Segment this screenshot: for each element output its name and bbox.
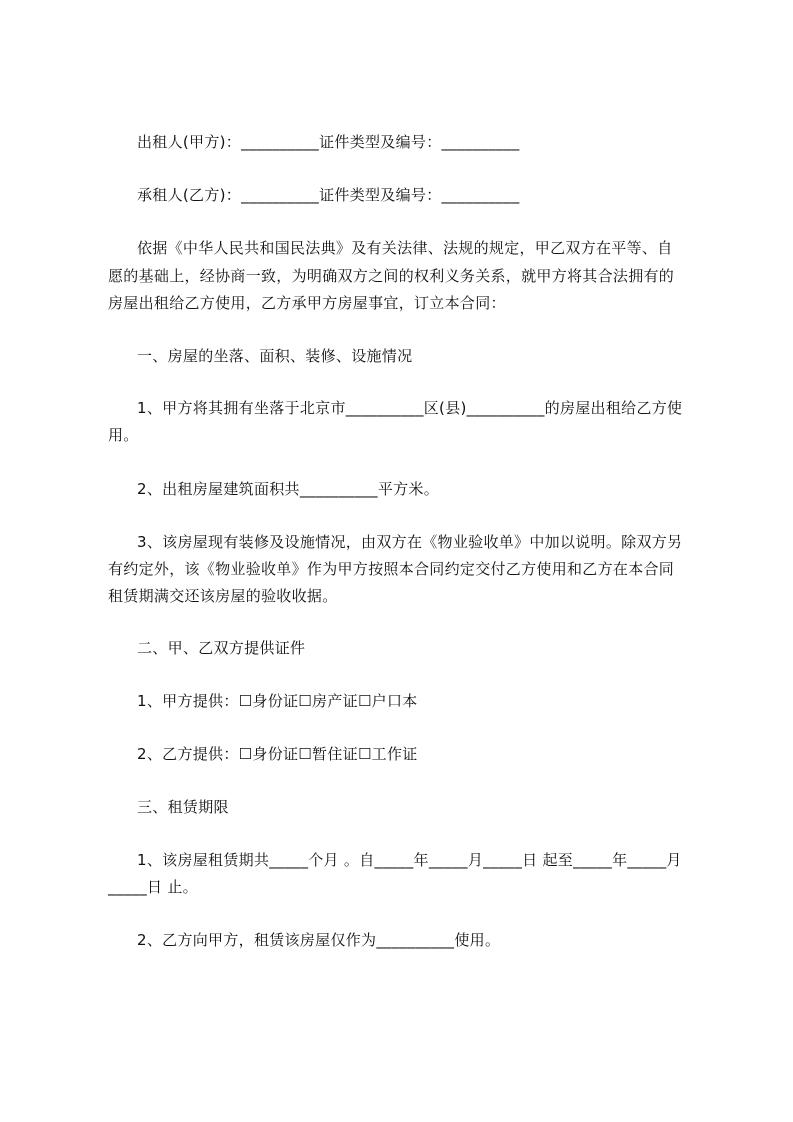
- lessor-line: 出租人(甲方)：__________证件类型及编号：__________: [137, 133, 520, 151]
- section-1-item-2: 2、出租房屋建筑面积共__________平方米。: [137, 480, 440, 498]
- section-1-item-1-line-1: 1、甲方将其拥有坐落于北京市__________区(县)__________的房屋出租给乙方使: [137, 399, 683, 417]
- section-1-item-3-line-1: 3、该房屋现有装修及设施情况，由双方在《物业验收单》中加以说明。除双方另: [137, 533, 683, 551]
- section-1-title: 一、房屋的坐落、面积、装修、设施情况: [137, 347, 413, 365]
- preamble-line-3: 房屋出租给乙方使用，乙方承甲方房屋事宜，订立本合同：: [108, 294, 506, 312]
- section-3-item-1-line-2: _____日 止。: [108, 878, 198, 896]
- section-3-item-1-line-1: 1、该房屋租赁期共_____个月 。自_____年_____月_____日 起至_____年_____月: [137, 851, 682, 869]
- preamble-line-1: 依据《中华人民共和国民法典》及有关法律、法规的规定，甲乙双方在平等、自: [137, 239, 673, 257]
- section-2-title: 二、甲、乙双方提供证件: [137, 639, 306, 657]
- section-1-item-3-line-2: 有约定外，该《物业验收单》作为甲方按照本合同约定交付乙方使用和乙方在本合同: [108, 560, 675, 578]
- section-2-item-2: 2、乙方提供：☐身份证☐暂住证☐工作证: [137, 745, 418, 763]
- section-2-item-1: 1、甲方提供：☐身份证☐房产证☐户口本: [137, 692, 418, 710]
- section-3-item-2: 2、乙方向甲方，租赁该房屋仅作为__________使用。: [137, 931, 501, 949]
- section-1-item-3-line-3: 租赁期满交还该房屋的验收收据。: [108, 587, 338, 605]
- lessee-line: 承租人(乙方)：__________证件类型及编号：__________: [137, 186, 520, 204]
- preamble-line-2: 愿的基础上，经协商一致，为明确双方之间的权利义务关系，就甲方将其合法拥有的: [108, 267, 675, 285]
- section-3-title: 三、租赁期限: [137, 798, 229, 816]
- section-1-item-1-line-2: 用。: [108, 426, 139, 444]
